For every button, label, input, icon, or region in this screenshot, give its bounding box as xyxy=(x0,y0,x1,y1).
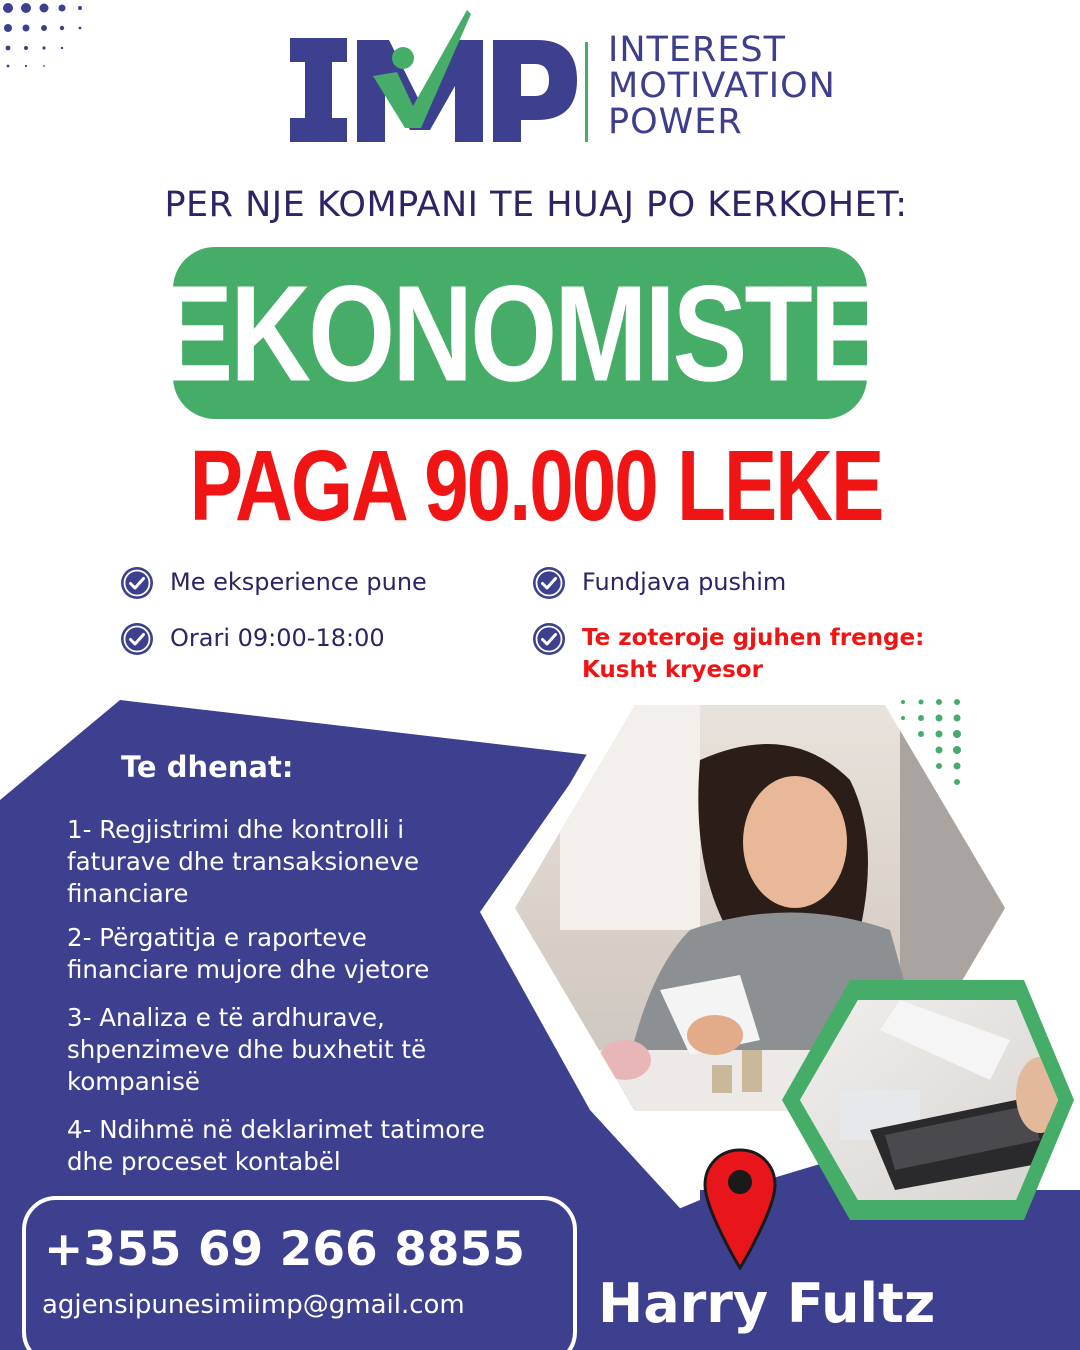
duty-line: shpenzimeve dhe buxhetit të xyxy=(67,1035,427,1064)
duty-line: 2- Përgatitja e raporteve xyxy=(67,923,367,952)
phone-number[interactable]: +355 69 266 8855 xyxy=(44,1222,525,1277)
job-title: EKONOMISTE xyxy=(158,256,882,410)
duty-line: faturave dhe transaksioneve xyxy=(67,847,420,876)
logo-line-interest: INTEREST xyxy=(608,30,787,70)
email-address[interactable]: agjensipunesimiimp@gmail.com xyxy=(42,1290,465,1320)
duty-item xyxy=(67,922,429,986)
duty-line: dhe proceset kontabël xyxy=(67,1147,341,1176)
duty-item xyxy=(67,814,419,910)
duty-line: financiare mujore dhe vjetore xyxy=(67,955,430,984)
duty-line: 3- Analiza e të ardhurave, xyxy=(67,1003,385,1032)
requirement-line: Kusht kryesor xyxy=(582,657,763,683)
location-name: Harry Fultz xyxy=(598,1272,936,1335)
requirement-text: Orari 09:00-18:00 xyxy=(170,624,385,652)
requirement-text: Fundjava pushim xyxy=(582,568,787,596)
requirement-line: Te zoteroje gjuhen frenge: xyxy=(582,625,925,651)
duty-line: kompanisë xyxy=(67,1067,200,1096)
duty-item xyxy=(67,1114,485,1178)
logo-line-motivation: MOTIVATION xyxy=(608,66,836,106)
duties-title: Te dhenat: xyxy=(121,750,294,784)
duty-line: 4- Ndihmë në deklarimet tatimore xyxy=(67,1115,485,1144)
duty-line: 1- Regjistrimi dhe kontrolli i xyxy=(67,815,405,844)
duty-line: financiare xyxy=(67,879,189,908)
requirement-text: Me eksperience pune xyxy=(170,568,427,596)
headline: PER NJE KOMPANI TE HUAJ PO KERKOHET: xyxy=(164,185,908,225)
location-pin-icon xyxy=(703,1148,777,1270)
duty-item xyxy=(67,1002,426,1098)
logo-line-power: POWER xyxy=(608,102,743,142)
salary-text: PAGA 90.000 LEKE xyxy=(189,429,883,541)
